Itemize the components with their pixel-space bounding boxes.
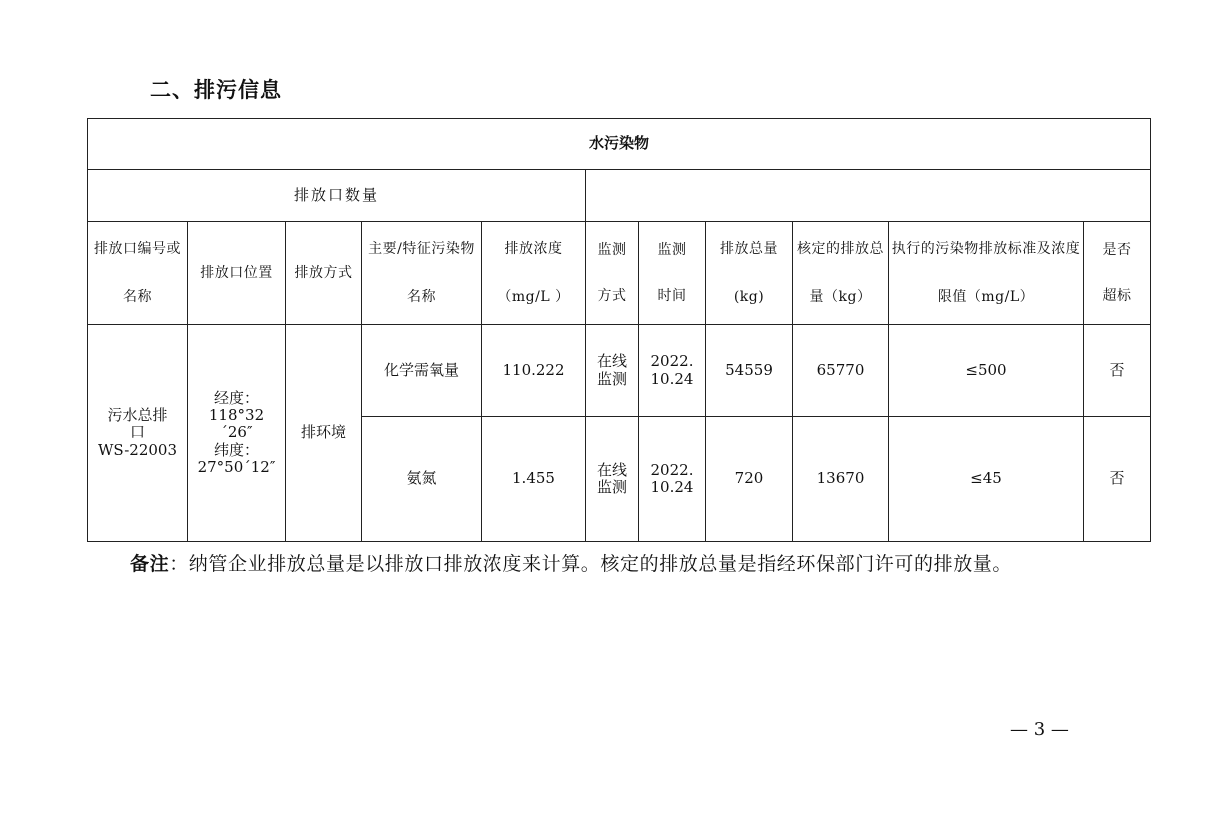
monitor-time bbox=[639, 417, 706, 542]
standard-limit: ≤500 bbox=[889, 325, 1084, 417]
header-monitor-method bbox=[586, 222, 639, 325]
water-pollutant-table bbox=[87, 118, 1151, 542]
header-exceeded bbox=[1084, 222, 1151, 325]
header-approved-total bbox=[793, 222, 889, 325]
header-monitor-time-text: 监测时间 bbox=[657, 242, 687, 304]
approved-total: 13670 bbox=[793, 417, 889, 542]
header-exceeded-text: 是否超标 bbox=[1102, 242, 1132, 304]
header-total-discharge bbox=[706, 222, 793, 325]
remark-text: ：纳管企业排放总量是以排放口排放浓度来计算。核定的排放总量是指经环保部门许可的排放量。 bbox=[169, 553, 1013, 575]
remark-note bbox=[130, 550, 1130, 579]
monitor-method-text: 在线监测 bbox=[596, 352, 627, 388]
header-concentration bbox=[482, 222, 586, 325]
header-outlet-id bbox=[88, 222, 188, 325]
approved-total: 65770 bbox=[793, 325, 889, 417]
table-row bbox=[88, 325, 1151, 417]
monitor-method-text: 在线监测 bbox=[596, 460, 627, 496]
outlet-longitude: 经度：118°32´26″ bbox=[208, 388, 265, 442]
header-outlet-location: 排放口位置 bbox=[188, 222, 286, 325]
exceeded-flag: 否 bbox=[1084, 325, 1151, 417]
total-discharge: 720 bbox=[706, 417, 793, 542]
pollutant-name: 化学需氧量 bbox=[362, 325, 482, 417]
monitor-time bbox=[639, 325, 706, 417]
header-monitor-method-text: 监测方式 bbox=[597, 242, 627, 304]
pollutant-name: 氨氮 bbox=[362, 417, 482, 542]
header-pollutant-name bbox=[362, 222, 482, 325]
monitor-time-text: 2022.10.24 bbox=[650, 460, 694, 496]
remark-label: 备注 bbox=[130, 553, 170, 575]
outlet-count-label: 排放口数量 bbox=[88, 170, 586, 222]
outlet-name: 污水总排口 bbox=[107, 406, 168, 442]
outlet-name-cell bbox=[88, 325, 188, 542]
outlet-code: WS-22003 bbox=[97, 440, 178, 459]
outlet-latitude: 纬度：27°50´12″ bbox=[197, 440, 276, 476]
discharge-method-cell: 排环境 bbox=[286, 325, 362, 542]
monitor-method bbox=[586, 325, 639, 417]
outlet-location-cell bbox=[188, 325, 286, 542]
table-banner: 水污染物 bbox=[88, 119, 1151, 170]
header-monitor-time bbox=[639, 222, 706, 325]
header-total-discharge-text: 排放总量(kg) bbox=[720, 241, 778, 305]
page-number: — 3 — bbox=[1010, 719, 1069, 740]
monitor-method bbox=[586, 417, 639, 542]
concentration-value: 110.222 bbox=[482, 325, 586, 417]
header-standard-limit bbox=[889, 222, 1084, 325]
exceeded-flag: 否 bbox=[1084, 417, 1151, 542]
header-standard-limit-text: 执行的污染物排放标准及浓度限值（mg/L） bbox=[891, 241, 1081, 305]
header-outlet-id-text: 排放口编号或名称 bbox=[94, 241, 181, 305]
concentration-value: 1.455 bbox=[482, 417, 586, 542]
header-approved-total-text: 核定的排放总量（kg） bbox=[797, 241, 884, 305]
total-discharge: 54559 bbox=[706, 325, 793, 417]
standard-limit: ≤45 bbox=[889, 417, 1084, 542]
header-concentration-text: 排放浓度（mg/L ） bbox=[497, 241, 570, 305]
outlet-count-value bbox=[586, 170, 1151, 222]
header-discharge-method: 排放方式 bbox=[286, 222, 362, 325]
header-pollutant-name-text: 主要/特征污染物名称 bbox=[368, 241, 475, 305]
section-title: 二、排污信息 bbox=[150, 78, 282, 102]
monitor-time-text: 2022.10.24 bbox=[650, 352, 694, 388]
